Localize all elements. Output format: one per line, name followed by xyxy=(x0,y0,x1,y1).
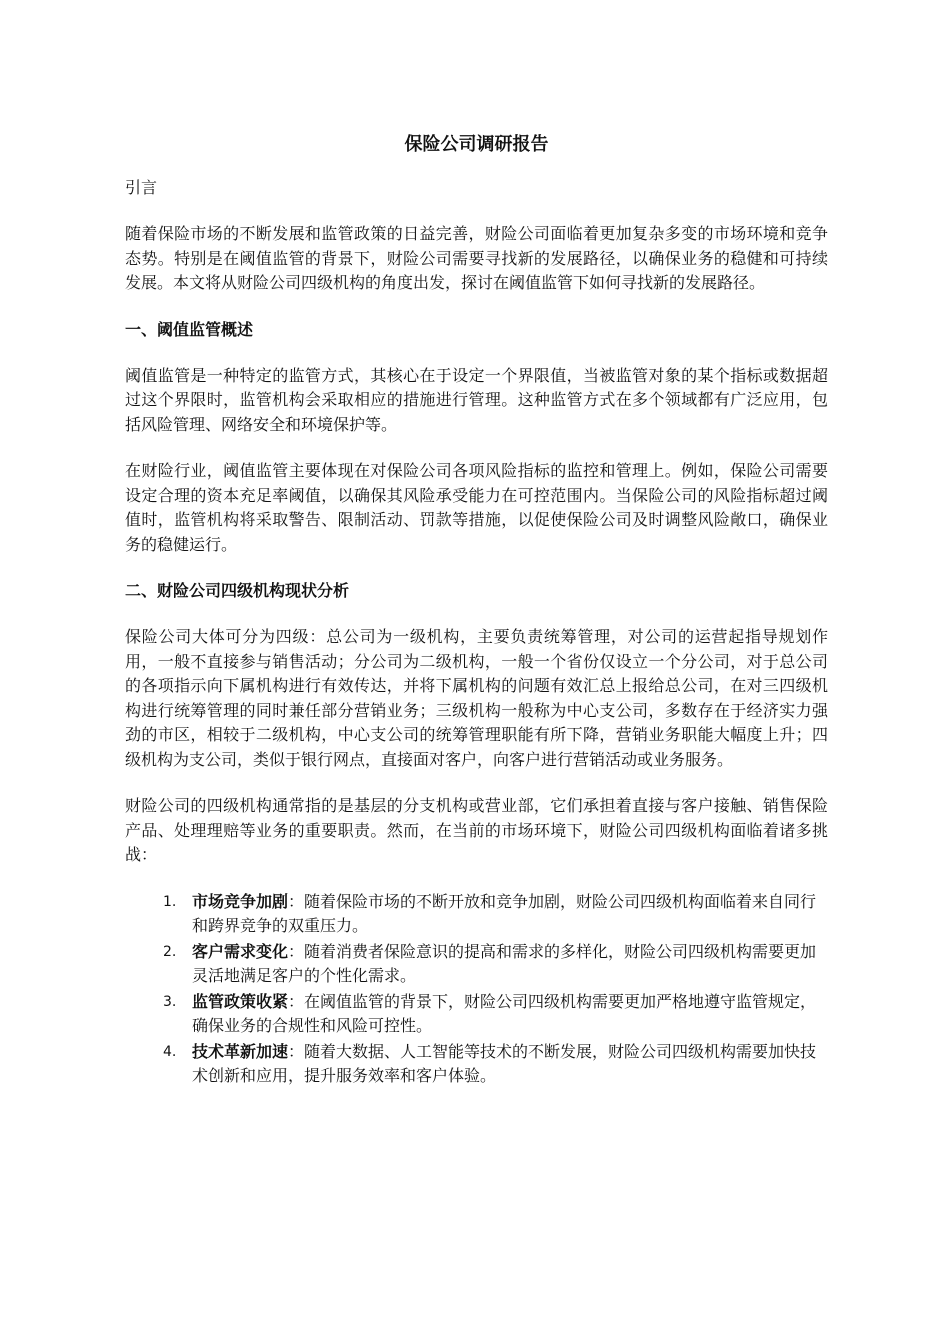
section-1-paragraph: 阈值监管是一种特定的监管方式，其核心在于设定一个界限值，当被监管对象的某个指标或数据超过这个界限时，监管机构会采取相应的措施进行管理。这种监管方式在多个领域都有广泛应用，包括风险管理、网络安全和环境保护等。 xyxy=(125,365,828,434)
document-page xyxy=(125,132,828,1090)
list-item-text: ：随着保险市场的不断开放和竞争加剧，财险公司四级机构面临着来自同行和跨界竞争的双重压力。 xyxy=(192,891,817,935)
intro-label: 引言 xyxy=(125,178,158,197)
list-number: 4. xyxy=(163,1043,177,1060)
section-2-heading: 二、财险公司四级机构现状分析 xyxy=(125,581,350,600)
list-item-text: ：随着消费者保险意识的提高和需求的多样化，财险公司四级机构需要更加灵活地满足客户的个性化需求。 xyxy=(192,941,817,985)
list-item-term: 技术革新加速 xyxy=(192,1041,289,1061)
section-2-paragraph: 财险公司的四级机构通常指的是基层的分支机构或营业部，它们承担着直接与客户接触、销售保险产品、处理理赔等业务的重要职责。然而，在当前的市场环境下，财险公司四级机构面临着诸多挑战： xyxy=(125,796,828,864)
list-item xyxy=(125,1040,828,1089)
list-item-text: ：在阈值监管的背景下，财险公司四级机构需要更加严格地遵守监管规定，确保业务的合规性和风险可控性。 xyxy=(192,991,817,1035)
list-item xyxy=(125,940,828,989)
list-item xyxy=(125,890,828,939)
list-item-term: 监管政策收紧 xyxy=(192,991,289,1011)
list-number: 3. xyxy=(163,993,177,1010)
list-item-text: ：随着大数据、人工智能等技术的不断发展，财险公司四级机构需要加快技术创新和应用，提升服务效率和客户体验。 xyxy=(192,1041,817,1085)
list-item-term: 市场竞争加剧 xyxy=(192,891,289,911)
list-item-term: 客户需求变化 xyxy=(192,941,289,961)
challenges-list xyxy=(125,890,828,1089)
list-item xyxy=(125,990,828,1039)
section-2-paragraph: 保险公司大体可分为四级：总公司为一级机构，主要负责统筹管理，对公司的运营起指导规划作用，一般不直接参与销售活动；分公司为二级机构，一般一个省份仅设立一个分公司，对于总公司的各项指示向下属机构进行有效传达，并将下属机构的问题有效汇总上报给总公司，在对三四级机构进行统筹管理的同时兼任部分营销业务；三级机构一般称为中心支公司，多数存在于经济实力强劲的市区，相较于二级机构，中心支公司的统筹管理职能有所下降，营销业务职能大幅度上升；四级机构为支公司，类似于银行网点，直接面对客户，向客户进行营销活动或业务服务。 xyxy=(125,627,828,769)
list-number: 2. xyxy=(163,943,177,960)
list-number: 1. xyxy=(163,893,177,910)
document-title: 保险公司调研报告 xyxy=(404,134,549,155)
intro-paragraph: 随着保险市场的不断发展和监管政策的日益完善，财险公司面临着更加复杂多变的市场环境和竞争态势。特别是在阈值监管的背景下，财险公司需要寻找新的发展路径，以确保业务的稳健和可持续发展。本文将从财险公司四级机构的角度出发，探讨在阈值监管下如何寻找新的发展路径。 xyxy=(125,224,828,292)
section-1-heading: 一、阈值监管概述 xyxy=(125,319,254,339)
section-1-paragraph: 在财险行业，阈值监管主要体现在对保险公司各项风险指标的监控和管理上。例如，保险公司需要设定合理的资本充足率阈值，以确保其风险承受能力在可控范围内。当保险公司的风险指标超过阈值时，监管机构将采取警告、限制活动、罚款等措施，以促使保险公司及时调整风险敞口，确保业务的稳健运行。 xyxy=(125,461,828,554)
